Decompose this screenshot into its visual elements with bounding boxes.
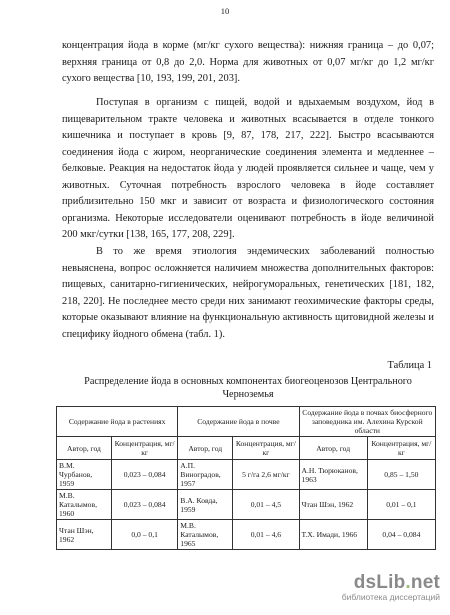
- paragraph-endemic-etiology: [62, 244, 434, 343]
- table-group-header-row: [57, 407, 436, 437]
- paragraph-iodine-absorption: [62, 95, 434, 244]
- dslib-logo: [290, 572, 440, 594]
- paragraph-text: концентрация йода в корме (мг/кг сухого вещества): нижняя граница – до 0,07; верхняя граница от 0,8 до 2,0. Норма для животных от 0,07 мг/кг до 1,2 мг/кг сухого вещества [10, 193, 199, 201, 203].: [62, 40, 434, 84]
- group-header-soil: Содержание йода в почве: [178, 407, 299, 437]
- logo-main: dsLib: [353, 572, 406, 593]
- column-header-concentration: Концентрация, мг/кг: [367, 437, 435, 460]
- table-cell-author: М.В. Каталымов, 1965: [178, 520, 233, 550]
- table-cell-concentration: 0,01 – 0,1: [367, 490, 435, 520]
- table-label: Таблица 1: [387, 360, 432, 371]
- table-caption: Распределение йода в основных компонентах биогеоценозов Центрального Черноземья: [84, 376, 412, 400]
- table-sub-header-row: [57, 437, 436, 460]
- table-cell-author: В.А. Ковда, 1959: [178, 490, 233, 520]
- table-cell-concentration: 0,023 – 0,084: [111, 460, 177, 490]
- table-cell-author: Т.Х. Имади, 1966: [299, 520, 367, 550]
- table-cell-concentration: 0,01 – 4,6: [233, 520, 299, 550]
- table-cell-author: В.М. Чурбанов, 1959: [57, 460, 112, 490]
- paragraph-text: Поступая в организм с пищей, водой и вдыхаемым воздухом, йод в пищеварительном тракте человека и животных всасывается в отделе тонкого кишечника и поступает в кровь [9, 87, 178, 217, 222]. Быстро всасываются соединения йода с жиром, неорганические соединения элемента и медленнее – белковые. Реакция на недостаток йода у людей проявляется сильнее и чаще, чем у животных. Суточная потребность взрослого человека в йоде составляет приблизительно 150 мкг и зависит от возраста и физиологического состояния организма. Некоторые исследователи оценивают потребность в йоде величиной 200 мкг/сутки [138, 165, 177, 208, 229].: [62, 97, 434, 240]
- table-cell-author: Чтан Шэн, 1962: [57, 520, 112, 550]
- table-cell-concentration: 0,0 – 0,1: [111, 520, 177, 550]
- paragraph-continuation: [62, 38, 434, 88]
- table-cell-author: А.П. Виноградов, 1957: [178, 460, 233, 490]
- group-header-reserve-soil: Содержание йода в почвах биосферного заповедника им. Алехина Курской области: [299, 407, 435, 437]
- table-cell-concentration: 0,85 – 1,50: [367, 460, 435, 490]
- table-cell-author: М.В. Каталымов, 1960: [57, 490, 112, 520]
- table-cell-author: А.Н. Тюрюканов, 1963: [299, 460, 367, 490]
- table-row: [57, 490, 436, 520]
- table-row: [57, 460, 436, 490]
- table-row: [57, 520, 436, 550]
- table-cell-concentration: 0,01 – 4,5: [233, 490, 299, 520]
- table-cell-concentration: 0,023 – 0,084: [111, 490, 177, 520]
- paragraph-text: В то же время этиология эндемических заболеваний полностью невыяснена, вопрос осложняется наличием множества дополнительных факторов: пищевых, санитарно-гигиенических, нейрогуморальных, генетических [181, 182, 218, 220]. Не последнее место среди них занимают геохимические факторы среды, которые оказывают влияние на функциональную активность щитовидной железы и специфику йодного обмена (табл. 1).: [62, 246, 434, 340]
- logo-dot: .: [405, 572, 411, 593]
- dslib-watermark: [290, 572, 440, 602]
- group-header-plants: Содержание йода в растениях: [57, 407, 178, 437]
- iodine-distribution-table: [56, 406, 436, 550]
- column-header-author: Автор, год: [57, 437, 112, 460]
- page-number: 10: [220, 6, 230, 16]
- logo-tld: net: [410, 572, 440, 593]
- column-header-concentration: Концентрация, мг/кг: [233, 437, 299, 460]
- column-header-author: Автор, год: [178, 437, 233, 460]
- table-cell-concentration: 5 г/га 2,6 мг/кг: [233, 460, 299, 490]
- table-cell-concentration: 0,04 – 0,084: [367, 520, 435, 550]
- column-header-author: Автор, год: [299, 437, 367, 460]
- dslib-subtitle: библиотека диссертаций: [341, 592, 440, 602]
- column-header-concentration: Концентрация, мг/кг: [111, 437, 177, 460]
- table-cell-author: Чтан Шэн, 1962: [299, 490, 367, 520]
